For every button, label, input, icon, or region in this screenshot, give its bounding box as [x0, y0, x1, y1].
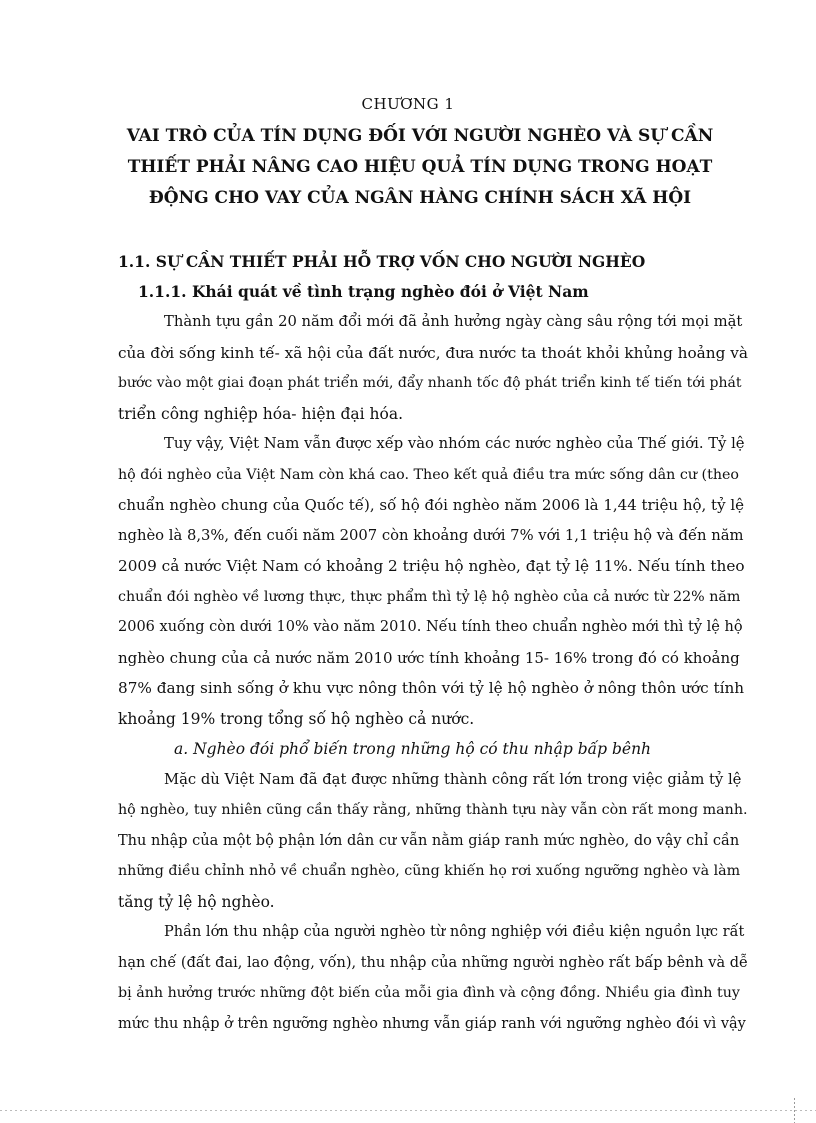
- paragraph-line: chuẩn nghèo chung của Quốc tế), số hộ đói nghèo năm 2006 là 1,44 triệu hộ, tỷ lệ: [118, 496, 745, 514]
- paragraph-line: Mặc dù Việt Nam đã đạt được những thành công rất lớn trong việc giảm tỷ lệ: [164, 770, 742, 788]
- paragraph-line: 2009 cả nước Việt Nam có khoảng 2 triệu hộ nghèo, đạt tỷ lệ 11%. Nếu tính theo: [118, 557, 745, 575]
- paragraph-line: của đời sống kinh tế- xã hội của đất nước, đưa nước ta thoát khỏi khủng hoảng và: [118, 343, 748, 362]
- paragraph-line: 2006 xuống còn dưới 10% vào năm 2010. Nếu tính theo chuẩn nghèo mới thì tỷ lệ hộ: [118, 619, 743, 635]
- italic-subheading: a. Nghèo đói phổ biến trong những hộ có thu nhập bấp bênh: [174, 740, 652, 758]
- chapter-title-line: VAI TRÒ CỦA TÍN DỤNG ĐỐI VỚI NGƯỜI NGHÈO VÀ SỰ CẦN: [126, 126, 714, 146]
- page-corner-mark: [794, 1098, 795, 1123]
- paragraph-line: hộ đói nghèo của Việt Nam còn khá cao. Theo kết quả điều tra mức sống dân cư (theo: [118, 466, 740, 483]
- section-heading: 1.1. SỰ CẦN THIẾT PHẢI HỖ TRỢ VỐN CHO NGƯỜI NGHÈO: [118, 252, 646, 271]
- paragraph-line: khoảng 19% trong tổng số hộ nghèo cả nước.: [118, 709, 475, 728]
- paragraph-line: Thành tựu gần 20 năm đổi mới đã ảnh hưởng ngày càng sâu rộng tới mọi mặt: [164, 313, 743, 330]
- paragraph-line: chuẩn đói nghèo về lương thực, thực phẩm thì tỷ lệ hộ nghèo của cả nước từ 22% năm: [118, 588, 741, 605]
- paragraph-line: bước vào một giai đoạn phát triển mới, đẩy nhanh tốc độ phát triển kinh tế tiến tới phát: [118, 375, 742, 391]
- paragraph-line: bị ảnh hưởng trước những đột biến của mỗi gia đình và cộng đồng. Nhiều gia đình tuy: [118, 985, 740, 1001]
- chapter-title-line: ĐỘNG CHO VAY CỦA NGÂN HÀNG CHÍNH SÁCH XÃ HỘI: [148, 188, 692, 208]
- chapter-label: CHƯƠNG 1: [361, 95, 455, 113]
- paragraph-line: Tuy vậy, Việt Nam vẫn được xếp vào nhóm các nước nghèo của Thế giới. Tỷ lệ: [164, 435, 745, 452]
- paragraph-line: mức thu nhập ở trên ngưỡng nghèo nhưng vẫn giáp ranh với ngưỡng nghèo đói vì vậy: [118, 1015, 746, 1032]
- paragraph-line: triển công nghiệp hóa- hiện đại hóa.: [118, 404, 404, 423]
- paragraph-line: 87% đang sinh sống ở khu vực nông thôn với tỷ lệ hộ nghèo ở nông thôn ước tính: [118, 679, 745, 697]
- paragraph-line: Thu nhập của một bộ phận lớn dân cư vẫn nằm giáp ranh mức nghèo, do vậy chỉ cần: [118, 832, 740, 849]
- chapter-title: [100, 121, 740, 214]
- paragraph-line: những điều chỉnh nhỏ về chuẩn nghèo, cũng khiến họ rơi xuống ngưỡng nghèo và làm: [118, 863, 741, 879]
- chapter-title-line: THIẾT PHẢI NÂNG CAO HIỆU QUẢ TÍN DỤNG TRONG HOẠT: [127, 157, 713, 177]
- page-boundary-rule: [0, 1110, 816, 1111]
- subsection-heading: 1.1.1. Khái quát về tình trạng nghèo đói ở Việt Nam: [138, 282, 589, 301]
- paragraph-line: tăng tỷ lệ hộ nghèo.: [118, 892, 275, 911]
- body-text: [118, 307, 748, 1039]
- paragraph-line: nghèo chung của cả nước năm 2010 ước tính khoảng 15- 16% trong đó có khoảng: [118, 648, 740, 667]
- paragraph-line: hạn chế (đất đai, lao động, vốn), thu nhập của những người nghèo rất bấp bênh và dễ: [118, 954, 748, 971]
- paragraph-line: hộ nghèo, tuy nhiên cũng cần thấy rằng, những thành tựu này vẫn còn rất mong manh.: [118, 802, 748, 818]
- paragraph-line: Phần lớn thu nhập của người nghèo từ nông nghiệp với điều kiện nguồn lực rất: [164, 924, 745, 940]
- paragraph-line: nghèo là 8,3%, đến cuối năm 2007 còn khoảng dưới 7% với 1,1 triệu hộ và đến năm: [118, 526, 744, 544]
